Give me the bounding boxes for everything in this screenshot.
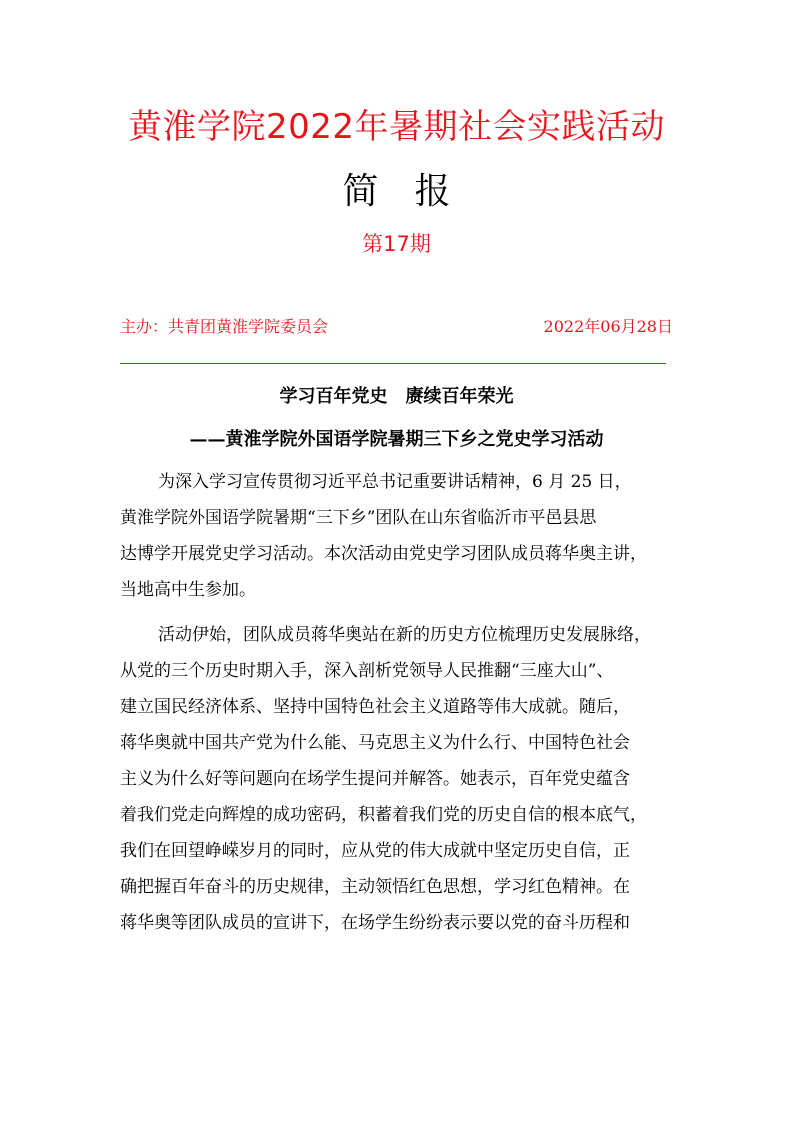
bulletin-org-title: 黄淮学院2022年暑期社会实践活动 [127,107,666,147]
paragraph-line: 黄淮学院外国语学院暑期“三下乡”团队在山东省临沂市平邑县思 [120,508,597,528]
paragraph-line: 活动伊始，团队成员蒋华奥站在新的历史方位梳理历史发展脉络， [158,625,651,645]
paragraph-line: 着我们党走向辉煌的成功密码，积蓄着我们党的历史自信的根本底气， [120,805,647,825]
host-organization: 主办：共青团黄淮学院委员会 [120,317,329,336]
bulletin-heading [0,168,793,216]
paragraph-2 [120,617,673,941]
paragraph-line: 建立国民经济体系、坚持中国特色社会主义道路等伟大成就。随后， [120,697,630,717]
paragraph-line: 为深入学习宣传贯彻习近平总书记重要讲话精神，6 月 25 日， [158,472,632,492]
article-title [0,382,793,412]
paragraph-line: 我们在回望峥嵘岁月的同时，应从党的伟大成就中坚定历史自信，正 [120,841,630,861]
article-body [120,464,673,941]
paragraph-line: 当地高中生参加。 [120,580,256,600]
bulletin-heading-char-2: 报 [414,171,451,212]
paragraph-line: 蒋华奥就中国共产党为什么能、马克思主义为什么行、中国特色社会 [120,733,630,753]
article-title-part-1: 学习百年党史 [279,386,388,407]
issue-number: 第17期 [362,232,431,256]
paragraph-line: 蒋华奥等团队成员的宣讲下，在场学生纷纷表示要以党的奋斗历程和 [120,913,630,933]
masthead-divider [120,363,666,364]
paragraph-line: 达博学开展党史学习活动。本次活动由党史学习团队成员蒋华奥主讲， [120,544,647,564]
paragraph-line: 主义为什么好等问题向在场学生提问并解答。她表示，百年党史蕴含 [120,769,630,789]
masthead-meta [120,313,673,341]
paragraph-line: 从党的三个历史时期入手，深入剖析党领导人民推翻“三座大山”、 [120,661,614,681]
paragraph-1 [120,464,673,608]
paragraph-line: 确把握百年奋斗的历史规律，主动领悟红色思想，学习红色精神。在 [120,877,630,897]
article-subtitle: ——黄淮学院外国语学院暑期三下乡之党史学习活动 [189,429,604,450]
article-title-part-2: 赓续百年荣光 [405,386,514,407]
publish-date: 2022年06月28日 [543,317,673,336]
bulletin-heading-char-1: 简 [342,171,379,212]
